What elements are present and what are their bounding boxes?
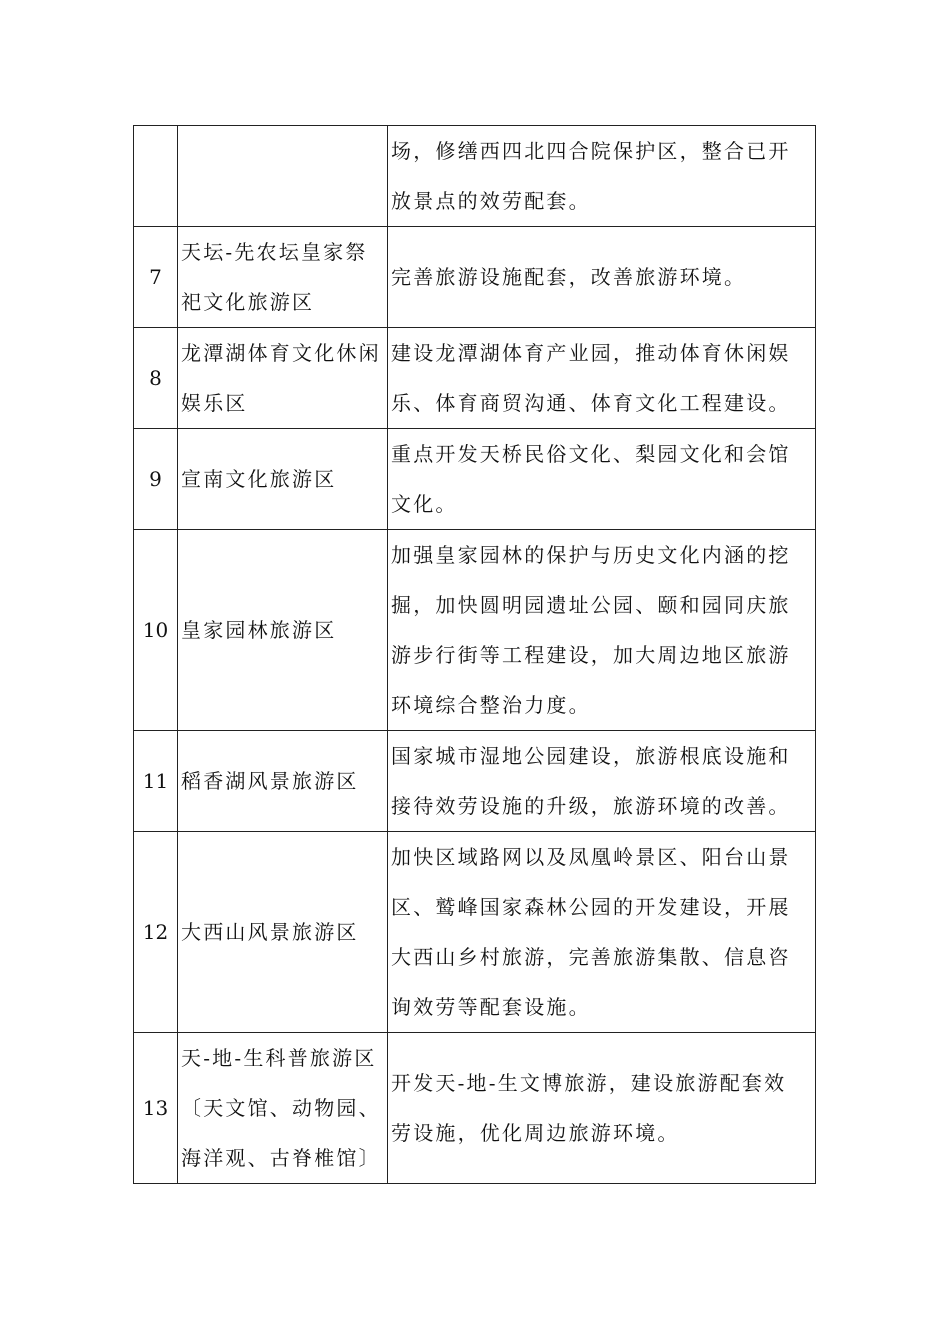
zone-name-line: 皇家园林旅游区	[181, 618, 337, 642]
zone-description-line: 接待效劳设施的升级，旅游环境的改善。	[391, 794, 791, 818]
zone-description-line: 大西山乡村旅游，完善旅游集散、信息咨	[391, 945, 791, 969]
zone-description-line: 开发天-地-生文博旅游，建设旅游配套效	[391, 1071, 787, 1095]
zone-name-cell	[178, 832, 388, 1033]
zone-name-cell	[178, 731, 388, 832]
zone-description-line: 环境综合整治力度。	[391, 693, 591, 717]
zone-description-cell	[388, 328, 816, 429]
table-row	[134, 328, 816, 429]
zone-description-cell	[388, 731, 816, 832]
zone-name-line: 祀文化旅游区	[181, 290, 315, 314]
zone-name-line: 龙潭湖体育文化休闲	[181, 341, 381, 365]
zone-description-line: 加快区域路网以及凤凰岭景区、阳台山景	[391, 845, 791, 869]
row-number-cell: 9	[134, 429, 178, 530]
zone-description-cell	[388, 1033, 816, 1184]
table-row	[134, 832, 816, 1033]
table-row	[134, 429, 816, 530]
row-number-cell: 10	[134, 530, 178, 731]
zone-description-line: 游步行街等工程建设，加大周边地区旅游	[391, 643, 791, 667]
zone-description-line: 建设龙潭湖体育产业园，推动体育休闲娱	[391, 341, 791, 365]
zone-description-line: 国家城市湿地公园建设，旅游根底设施和	[391, 744, 791, 768]
zone-description-line: 放景点的效劳配套。	[391, 189, 591, 213]
zone-description-line: 乐、体育商贸沟通、体育文化工程建设。	[391, 391, 791, 415]
zone-name-line: 海洋观、古脊椎馆〕	[181, 1146, 381, 1170]
tourism-zone-table	[133, 125, 816, 1184]
zone-description-cell	[388, 429, 816, 530]
zone-name-line: 娱乐区	[181, 391, 248, 415]
zone-name-cell	[178, 328, 388, 429]
table-row	[134, 227, 816, 328]
zone-description-line: 重点开发天桥民俗文化、梨园文化和会馆	[391, 442, 791, 466]
zone-description-line: 掘，加快圆明园遗址公园、颐和园同庆旅	[391, 593, 791, 617]
zone-name-cell	[178, 429, 388, 530]
table-row	[134, 1033, 816, 1184]
zone-description-cell	[388, 832, 816, 1033]
row-number-cell: 13	[134, 1033, 178, 1184]
zone-name-cell	[178, 227, 388, 328]
zone-description-cell	[388, 227, 816, 328]
zone-description-line: 完善旅游设施配套，改善旅游环境。	[391, 265, 747, 289]
zone-name-line: 稻香湖风景旅游区	[181, 769, 359, 793]
zone-description-line: 加强皇家园林的保护与历史文化内涵的挖	[391, 543, 791, 567]
zone-name-line: 〔天文馆、动物园、	[181, 1096, 381, 1120]
row-number-cell	[134, 126, 178, 227]
zone-name-line: 天坛-先农坛皇家祭	[181, 240, 368, 264]
zone-name-cell	[178, 530, 388, 731]
table-row	[134, 731, 816, 832]
table-body	[134, 126, 816, 1184]
zone-description-cell	[388, 126, 816, 227]
zone-description-line: 劳设施，优化周边旅游环境。	[391, 1121, 680, 1145]
zone-description-line: 场，修缮西四北四合院保护区，整合已开	[391, 139, 791, 163]
row-number-cell: 11	[134, 731, 178, 832]
zone-name-cell	[178, 1033, 388, 1184]
row-number-cell: 8	[134, 328, 178, 429]
zone-description-line: 询效劳等配套设施。	[391, 995, 591, 1019]
row-number-cell: 12	[134, 832, 178, 1033]
zone-description-line: 区、鹫峰国家森林公园的开发建设，开展	[391, 895, 791, 919]
zone-name-line: 天-地-生科普旅游区	[181, 1046, 377, 1070]
row-number-cell: 7	[134, 227, 178, 328]
zone-name-line: 宣南文化旅游区	[181, 467, 337, 491]
zone-description-line: 文化。	[391, 492, 458, 516]
zone-name-cell	[178, 126, 388, 227]
table-row	[134, 126, 816, 227]
zone-name-line: 大西山风景旅游区	[181, 920, 359, 944]
zone-description-cell	[388, 530, 816, 731]
table-row	[134, 530, 816, 731]
